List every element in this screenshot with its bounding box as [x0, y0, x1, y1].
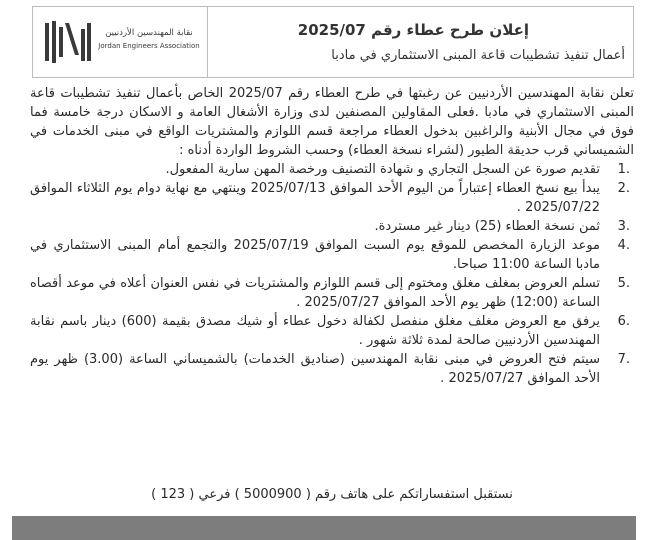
condition-item [30, 350, 634, 388]
title-block [209, 7, 625, 77]
association-logo-icon [43, 19, 93, 65]
condition-text: يبدأ بيع نسخ العطاء إعتباراً من اليوم الأحد الموافق 2025/07/13 وينتهي مع نهاية دوام يوم الثلاثاء الموافق 2025/07/22 . [30, 181, 600, 215]
logo-name-ar: نقابة المهندسين الأردنيين [105, 28, 193, 38]
condition-number: 5. [617, 276, 630, 291]
condition-number: 2. [617, 181, 630, 196]
condition-number: 7. [617, 352, 630, 367]
inquiries-note: نستقبل استفساراتكم على هاتف رقم ( 5000900 ) فرعي ( 123 ) [151, 487, 513, 502]
condition-text: تقديم صورة عن السجل التجاري و شهادة التصنيف ورخصة المهن سارية المفعول. [165, 162, 600, 177]
announcement-title: إعلان طرح عطاء رقم 2025/07 [297, 21, 529, 39]
condition-number: 6. [617, 314, 630, 329]
conditions-list [30, 160, 634, 388]
association-logo [33, 7, 207, 77]
condition-text: موعد الزيارة المخصص للموقع يوم السبت الموافق 2025/07/19 والتجمع أمام المبنى الاستثماري في مادبا الساعة 11:00 صباحا. [30, 238, 601, 272]
condition-item [30, 217, 634, 236]
announcement-header [32, 6, 634, 78]
intro-paragraph: تعلن نقابة المهندسين الأردنيين عن رغبتها في طرح العطاء رقم 2025/07 الخاص بأعمال تنفيذ تشطيبات قاعة المبنى الاستثماري في مادبا .فعلى المقاولين المصنفين لدى وزارة الأشغال العامة و الاسكان درجة خامسة فما فوق في مجال الأبنية والراغبين بدخول العطاء مراجعة قسم اللوازم والمشتريات الواقع في مبنى الخدمات في الشميساني قرب حديقة الطيور (لشراء نسخة العطاء) وحسب الشروط الواردة أدناه : [30, 86, 634, 158]
condition-text: سيتم فتح العروض في مبنى نقابة المهندسين (صناديق الخدمات) بالشميساني الساعة (3.00) ظهر يوم الأحد الموافق 2025/07/27 . [30, 352, 600, 386]
condition-number: 4. [617, 238, 630, 253]
announcement-body [30, 84, 634, 388]
condition-item [30, 179, 634, 217]
condition-item [30, 236, 634, 274]
condition-item [30, 274, 634, 312]
bottom-bar [12, 516, 636, 540]
condition-text: تسلم العروض بمغلف مغلق ومختوم إلى قسم اللوازم والمشتريات في نفس العنوان أعلاه في موعد أقصاه الساعة (12:00) ظهر يوم الأحد الموافق 2025/07/27 . [30, 276, 600, 310]
condition-number: 3. [617, 219, 630, 234]
condition-text: يرفق مع العروض مغلف مغلق منفصل لكفالة دخول عطاء أو شيك مصدق بقيمة (600) دينار باسم نقابة المهندسين الأردنيين صالحة لمدة ثلاثة شهور . [30, 314, 601, 348]
header-divider [207, 7, 208, 77]
condition-number: 1. [617, 162, 630, 177]
logo-name-en: Jordan Engineers Association [98, 42, 200, 50]
condition-text: ثمن نسخة العطاء (25) دينار غير مستردة. [374, 219, 600, 234]
announcement-subtitle: أعمال تنفيذ تشطيبات قاعة المبنى الاستثماري في مادبا [331, 48, 625, 63]
condition-item [30, 160, 634, 179]
condition-item [30, 312, 634, 350]
